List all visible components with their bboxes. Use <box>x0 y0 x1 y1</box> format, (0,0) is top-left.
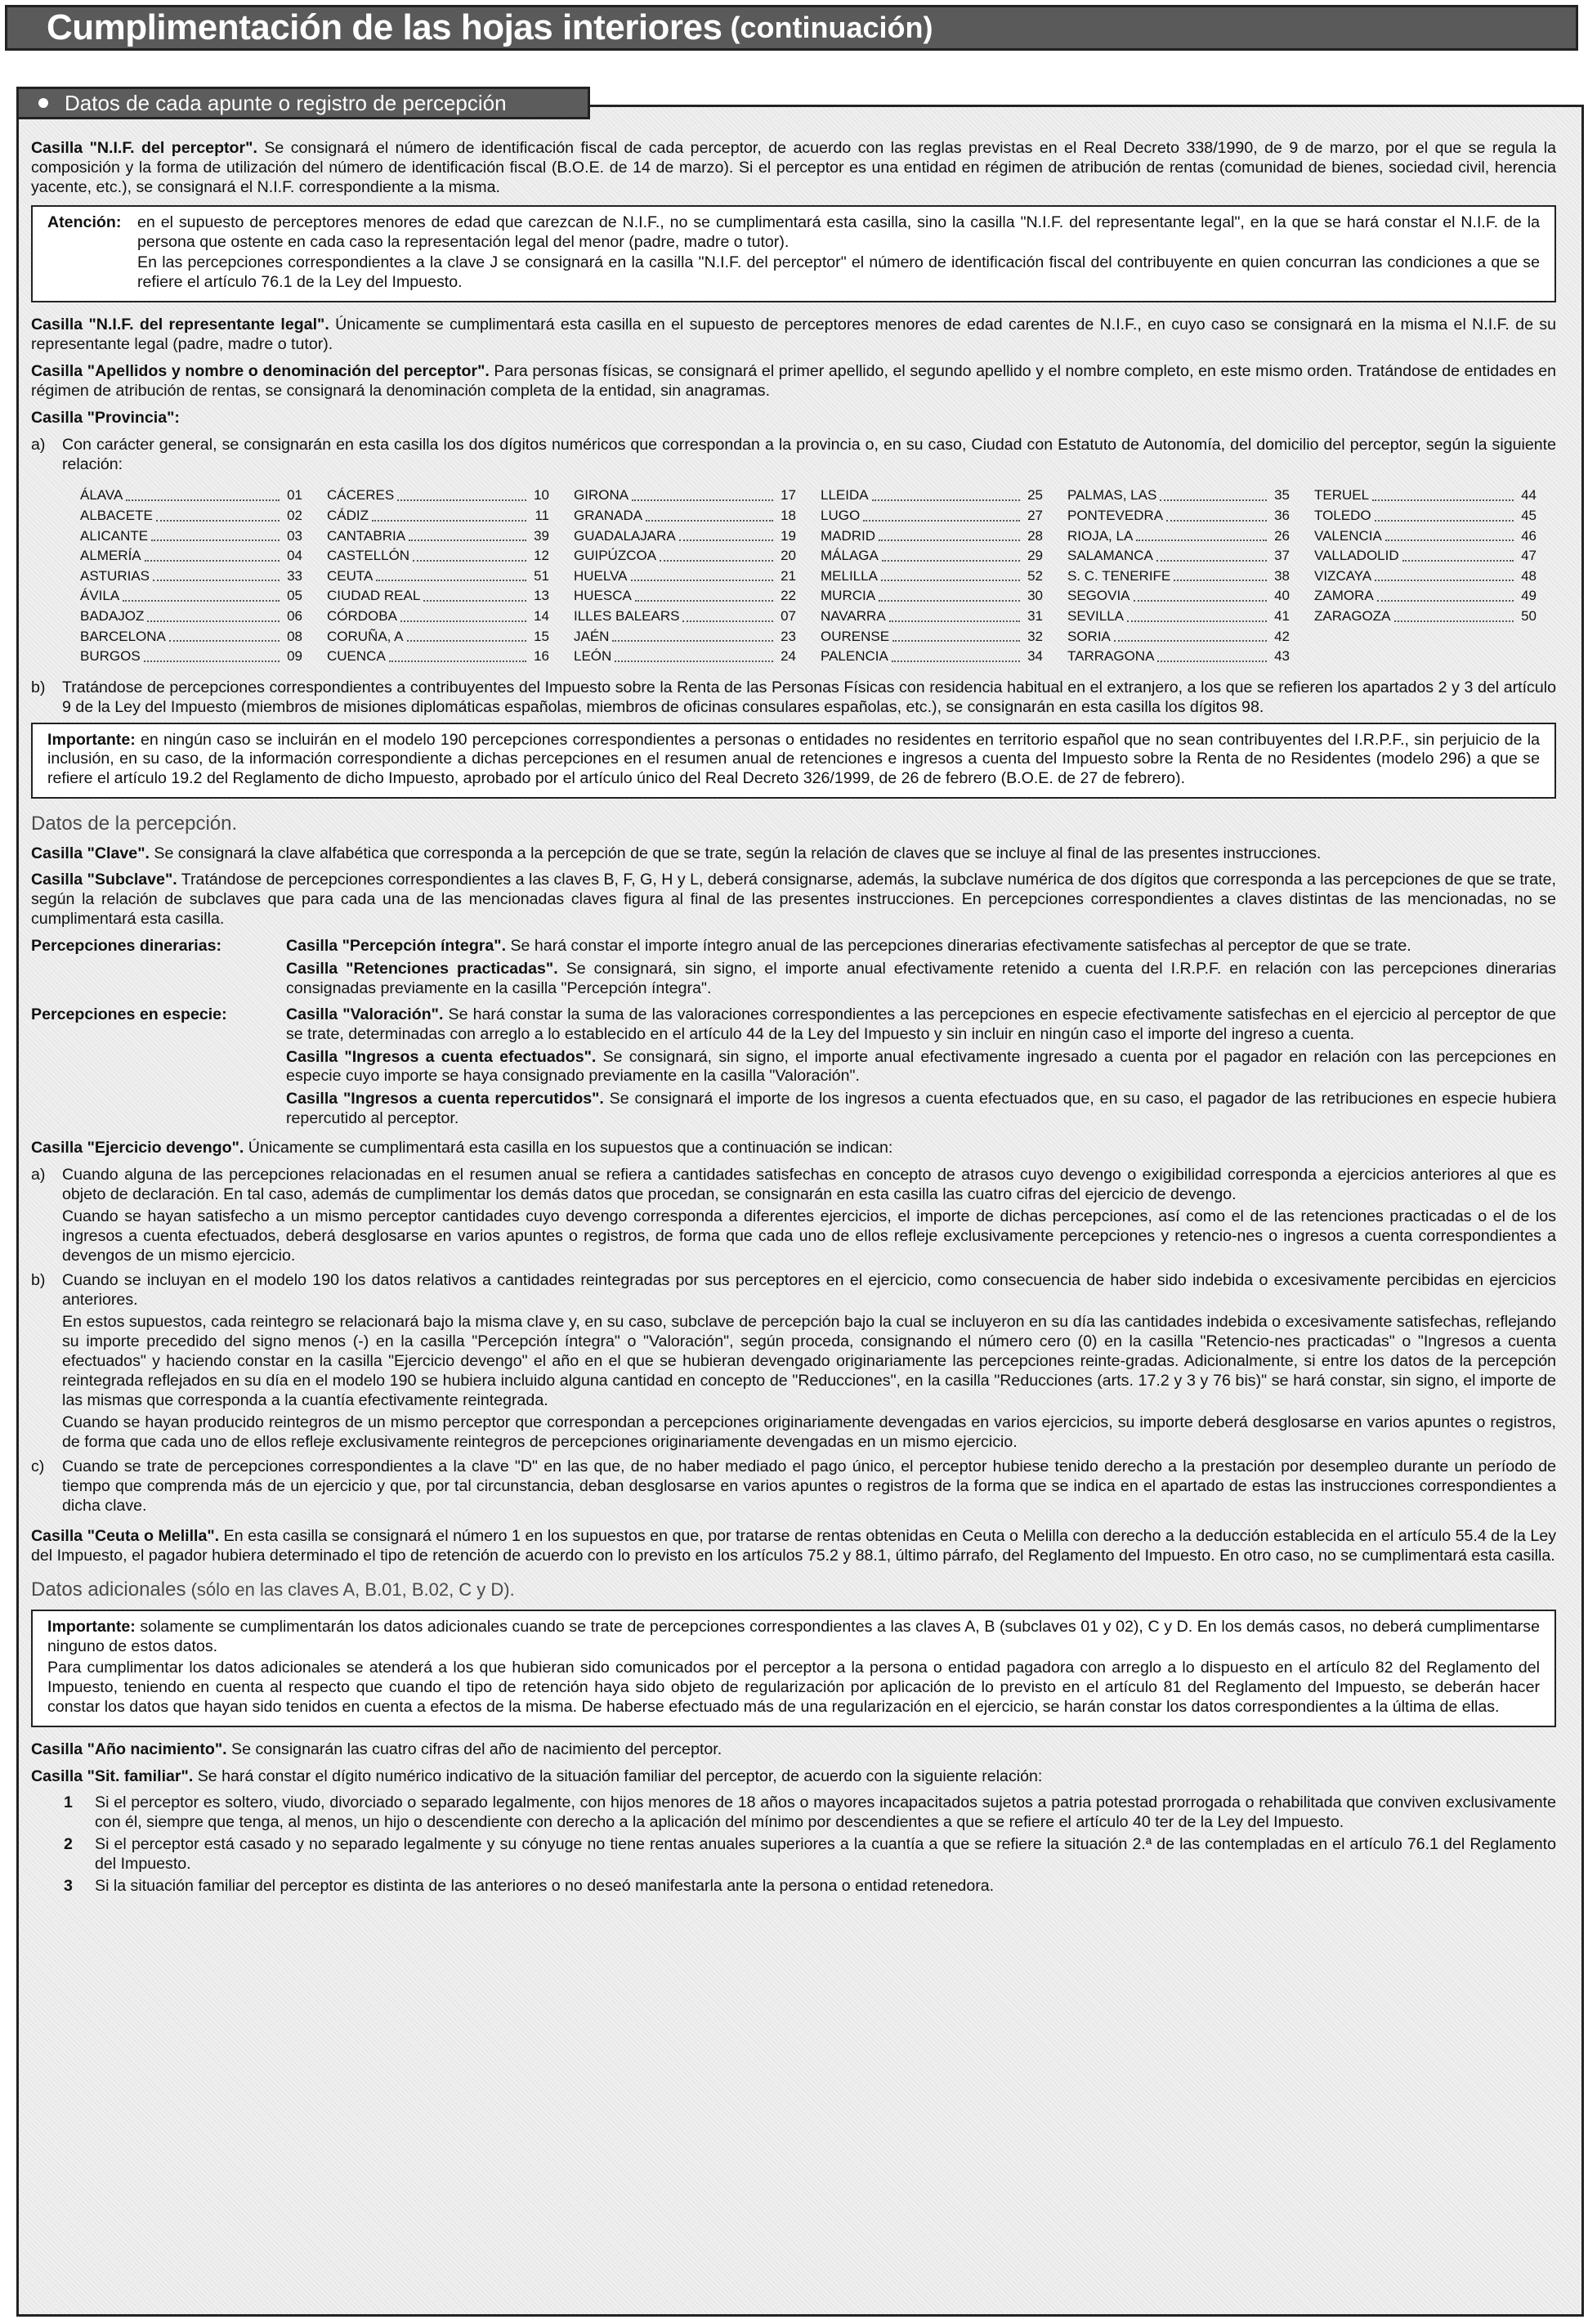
leader-dots <box>679 526 773 542</box>
province-code: 05 <box>287 588 302 604</box>
province-entry <box>574 566 796 587</box>
province-entry <box>821 566 1043 587</box>
importante-box-2: Importante: solamente se cumplimentarán los datos adicionales cuando se trate de percepciones correspondientes a las claves A, B (subclaves 01 y 02), C y D. En los demás casos, no deberá cumplimentarse ninguno de estos datos. Para cumplimentar los datos adicionales se atenderá a los que hubieran sido comunicados por el perceptor a la persona o entidad pagadora con arreglo a lo dispuesto en el artículo 82 del Reglamento del Impuesto, teniendo en cuenta al respecto que cuando el tipo de retención haya sido objeto de regularización por aplicación de lo previsto en el artículo 81 del Reglamento del Impuesto, se deberán hacer constar los datos que hayan sido tenidos en cuenta a efectos de la misma. De haberse efectuado más de una regularización en el ejercicio, se harán constar los datos correspondientes a la última de ellas. <box>31 1610 1556 1726</box>
province-entry <box>80 566 302 587</box>
province-name: VALLADOLID <box>1314 548 1399 564</box>
province-name: CÁDIZ <box>327 508 369 524</box>
province-entry <box>327 506 549 526</box>
province-entry <box>574 486 796 506</box>
province-code: 37 <box>1274 548 1290 564</box>
leader-dots <box>1372 486 1514 501</box>
province-code: 19 <box>781 527 796 544</box>
province-code: 47 <box>1521 548 1537 564</box>
province-entry <box>821 486 1043 506</box>
leader-dots <box>892 627 1020 643</box>
province-code: 01 <box>287 487 302 504</box>
leader-dots <box>881 566 1020 582</box>
province-entry <box>1067 627 1290 647</box>
clave-paragraph: Casilla "Clave". Se consignará la clave alfabética que corresponda a la percepción de que se trate, según la relación de claves que se incluye al final de las presentes instrucciones. <box>31 844 1322 862</box>
province-code: 03 <box>287 527 302 544</box>
province-code: 39 <box>534 527 549 544</box>
leader-dots <box>1136 526 1267 542</box>
province-code: 18 <box>781 508 796 524</box>
province-entry <box>574 627 796 647</box>
leader-dots <box>147 607 280 622</box>
familiar-item-2: 2 Si el perceptor está casado y no separado legalmente y su cónyuge no tiene rentas anuales superiores a la cuantía a que se refiere la situación 2.ª de las contempladas en el artículo 76.1 del Reglamento del Impuesto. <box>64 1835 1556 1874</box>
province-code: 49 <box>1521 588 1537 604</box>
province-entry <box>821 546 1043 566</box>
province-code-table <box>80 486 1556 666</box>
province-name: CEUTA <box>327 567 374 584</box>
province-code: 33 <box>287 567 302 584</box>
leader-dots <box>144 647 280 662</box>
province-entry <box>1067 607 1290 627</box>
province-entry <box>1067 526 1290 547</box>
province-name: PALMAS, LAS <box>1067 487 1157 504</box>
province-entry <box>80 506 302 526</box>
leader-dots <box>1160 486 1267 501</box>
province-code: 11 <box>535 508 549 524</box>
leader-dots <box>400 607 526 622</box>
leader-dots <box>413 546 526 562</box>
province-entry <box>80 526 302 547</box>
province-name: SALAMANCA <box>1067 548 1153 564</box>
province-code: 14 <box>534 608 549 625</box>
province-name: BARCELONA <box>80 628 166 644</box>
province-code: 27 <box>1027 508 1043 524</box>
especie-block: Percepciones en especie: Casilla "Valoración". Se hará constar la suma de las valoraciones correspondientes a las percepciones en especie efectivamente satisfechas en el ejercicio al perceptor de que se trate, determinadas con arreglo a lo establecido en el artículo 44 de la Ley del Impuesto y sin incluir en ningún caso el importe del ingreso a cuenta. Casilla "Ingresos a cuenta efectuados". Se consignará, sin signo, el importe anual efectivamente ingresado a cuenta por el pagador en relación con las percepciones en especie cuyo importe se haya consignado previamente en la casilla "Valoración". Casilla "Ingresos a cuenta repercutidos". Se consignará el importe de los ingresos a cuenta efectuados que, en su caso, el pagador de las retribuciones en especie hubiera repercutido al perceptor. <box>31 1005 1557 1128</box>
ejercicio-item-a: a) Cuando alguna de las percepciones relacionadas en el resumen anual se refiera a cantidades satisfechas en concepto de atrasos cuyo devengo o exigibilidad corresponda a ejercicios anteriores al que es objeto de declaración. En tal caso, además de cumplimentar los demás datos que procedan, se consignarán en esta casilla las cuatro cifras del ejercicio de devengo. Cuando se hayan satisfecho a un mismo perceptor cantidades cuyo devengo corresponda a diferentes ejercicios, el importe de dichas percepciones, así como el de las retenciones practicadas o el de los ingresos a cuenta efectuados, deberá desglosarse en varios apuntes o registros, de forma que cada uno de ellos refleje exclusivamente percepciones y retencio-nes o ingresos a cuenta correspondientes a devengos de un mismo ejercicio. <box>31 1166 1556 1265</box>
province-code: 46 <box>1521 527 1537 544</box>
province-name: ZAMORA <box>1314 588 1374 604</box>
province-code: 25 <box>1027 487 1043 504</box>
nif-perceptor-paragraph: Casilla "N.I.F. del perceptor". Se consignará el número de identificación fiscal de cada perceptor, de acuerdo con las reglas previstas en el Real Decreto 338/1990, de 9 de marzo, por el que se regula la composición y la forma de utilización del número de identificación fiscal (B.O.E. de 14 de marzo). Si el perceptor es una entidad en régimen de atribución de rentas (comunidad de bienes, sociedad civil, herencia yacente, etc.), se consignará el N.I.F. correspondiente a la misma. <box>31 139 1556 196</box>
province-code: 20 <box>781 548 796 564</box>
provincia-item-a: a) Con carácter general, se consignarán en esta casilla los dos dígitos numéricos que correspondan a la provincia o, en su caso, Ciudad con Estatuto de Autonomía, del domicilio del perceptor, según la siguiente relación: <box>31 435 1556 473</box>
province-name: S. C. TENERIFE <box>1067 567 1171 584</box>
province-entry <box>80 627 302 647</box>
province-code: 24 <box>781 648 796 665</box>
province-name: VIZCAYA <box>1314 567 1372 584</box>
province-entry <box>1067 506 1290 526</box>
province-name: CASTELLÓN <box>327 548 410 564</box>
province-code: 48 <box>1521 567 1537 584</box>
province-entry <box>327 566 549 587</box>
familiar-paragraph: Casilla "Sit. familiar". Se hará constar el dígito numérico indicativo de la situación familiar del perceptor, de acuerdo con la siguiente relación: <box>31 1767 1043 1785</box>
leader-dots <box>635 586 773 602</box>
province-name: BURGOS <box>80 648 141 665</box>
leader-dots <box>389 647 526 662</box>
province-code: 50 <box>1521 608 1537 625</box>
atencion-text-2: En las percepciones correspondientes a la clave J se consignará en la casilla "N.I.F. del perceptor" el número de identificación fiscal del contribuyente en quien concurran las condiciones a que se refiere el artículo 76.1 de la Ley del Impuesto. <box>137 253 1540 292</box>
province-code: 12 <box>534 548 549 564</box>
ejercicio-item-c: c) Cuando se trate de percepciones correspondientes a la clave "D" en las que, de no haber mediado el pago único, el perceptor hubiese tenido derecho a la prestación por desempleo durante un período de tiempo que comprenda más de un ejercicio y que, por tal circunstancia, deban desglosarse en varios apuntes o registros de la forma que se indica en el apartado de estas las instrucciones correspondientes a dicha clave. <box>31 1458 1556 1516</box>
province-name: LUGO <box>821 508 861 524</box>
province-name: GUIPÚZCOA <box>574 548 657 564</box>
province-entry <box>80 647 302 667</box>
province-code: 13 <box>534 588 549 604</box>
province-name: RIOJA, LA <box>1067 527 1134 544</box>
province-code: 41 <box>1274 608 1290 625</box>
province-name: ÁLAVA <box>80 487 123 504</box>
leader-dots <box>889 607 1020 622</box>
province-code: 17 <box>781 487 796 504</box>
atencion-label: Atención: <box>47 213 122 231</box>
province-entry <box>80 486 302 506</box>
leader-dots <box>1114 627 1267 643</box>
province-name: HUELVA <box>574 567 628 584</box>
province-code: 29 <box>1027 548 1043 564</box>
leader-dots <box>1394 607 1514 622</box>
province-entry <box>1067 486 1290 506</box>
leader-dots <box>615 647 773 662</box>
province-code: 36 <box>1274 508 1290 524</box>
bullet-icon <box>38 98 48 108</box>
province-name: CÓRDOBA <box>327 608 397 625</box>
ejercicio-item-b: b) Cuando se incluyan en el modelo 190 los datos relativos a cantidades reintegradas por sus perceptores en el ejercicio, como consecuencia de haber sido indebida o excesivamente percibidas en ejercicios anteriores. En estos supuestos, cada reintegro se relacionará bajo la misma clave y, en su caso, subclave de percepción bajo la cual se incluyeron en su día las cantidades indebida o excesivamente satisfechas, reflejando su importe precedido del signo menos (-) en la casilla "Percepción íntegra" o "Valoración", según proceda, consignando el número cero (0) en la casilla "Retencio-nes practicadas" o "Ingresos a cuenta efectuados" y haciendo constar en la casilla "Ejercicio devengo" el año en el que se hubieran devengado originariamente las percepciones reinte-gradas. Adicionalmente, si entre los datos de la percepción reintegrada reflejados en su día en el modelo 190 se hubiera incluido alguna cantidad en concepto de "Reducciones", en la casilla "Reducciones (arts. 17.2 y 3 y 76 bis)" se hará constar, sin signo, el importe de las mismas que corresponda a la cuantía efectivamente reintegrada. Cuando se hayan producido reintegros de un mismo perceptor que correspondan a percepciones originariamente devengadas en varios ejercicios, su importe deberá desglosarse en varios apuntes o registros, de forma que cada uno de ellos refleje exclusivamente reintegros de percepciones originariamente devengadas en un mismo ejercicio. <box>31 1271 1556 1451</box>
leader-dots <box>872 486 1020 501</box>
section-title: Datos de cada apunte o registro de percepción <box>65 90 507 115</box>
province-name: MURCIA <box>821 588 876 604</box>
leader-dots <box>145 546 280 562</box>
page-title: Cumplimentación de las hojas interiores <box>47 7 722 47</box>
leader-dots <box>153 566 280 582</box>
leader-dots <box>1375 506 1514 522</box>
province-code: 35 <box>1274 487 1290 504</box>
province-name: MADRID <box>821 527 876 544</box>
province-name: TERUEL <box>1314 487 1370 504</box>
province-name: PONTEVEDRA <box>1067 508 1164 524</box>
page-header <box>5 5 1578 51</box>
leader-dots <box>156 506 280 522</box>
leader-dots <box>863 506 1020 522</box>
province-entry <box>327 486 549 506</box>
province-entry <box>1067 566 1290 587</box>
province-name: ALMERÍA <box>80 548 141 564</box>
datos-percepcion-heading: Datos de la percepción. <box>31 813 238 835</box>
province-entry <box>574 586 796 607</box>
province-entry <box>327 586 549 607</box>
province-entry <box>574 647 796 667</box>
province-entry <box>821 586 1043 607</box>
province-entry <box>821 647 1043 667</box>
importante-box-1: Importante: en ningún caso se incluirán en el modelo 190 percepciones correspondientes a personas o entidades no residentes en territorio español que no sean contribuyentes del I.R.P.F., sin perjuicio de la inclusión, en su caso, de la información correspondiente a dichas percepciones en el resumen anual de retenciones e ingresos a cuenta del Impuesto sobre la Renta de no Residentes (modelo 296) a que se refiere el artículo 19.2 del Reglamento de dicho Impuesto, aprobado por el artículo único del Real Decreto 326/1999, de 26 de febrero (B.O.E. de 27 de febrero). <box>31 723 1556 799</box>
province-code: 52 <box>1027 567 1043 584</box>
leader-dots <box>1385 526 1514 542</box>
province-name: SEGOVIA <box>1067 588 1130 604</box>
province-code: 26 <box>1274 527 1290 544</box>
province-code: 31 <box>1027 608 1043 625</box>
province-name: HUESCA <box>574 588 632 604</box>
province-entry <box>1314 486 1537 506</box>
province-code: 45 <box>1521 508 1537 524</box>
leader-dots <box>423 586 526 602</box>
leader-dots <box>1157 647 1267 662</box>
leader-dots <box>612 627 773 643</box>
leader-dots <box>879 586 1020 602</box>
familiar-item-1: 1 Si el perceptor es soltero, viudo, divorciado o separado legalmente, con hijos menores de 18 años o mayores incapacitados sujetos a patria potestad prorrogada o rehabilitada que conviven exclusivamente con él, siempre que tenga, al menos, un hijo o descendiente con derecho a la aplicación del mínimo por descendientes a que se refiere el artículo 40 ter de la Ley del Impuesto. <box>64 1793 1556 1832</box>
province-code: 08 <box>287 628 302 644</box>
province-entry <box>574 506 796 526</box>
leader-dots <box>407 627 526 643</box>
province-name: BADAJOZ <box>80 608 145 625</box>
province-entry <box>1067 647 1290 667</box>
province-name: SORIA <box>1067 628 1111 644</box>
province-name: MÁLAGA <box>821 548 879 564</box>
atencion-box <box>31 205 1556 303</box>
leader-dots <box>682 607 773 622</box>
province-entry <box>327 647 549 667</box>
province-code: 09 <box>287 648 302 665</box>
leader-dots <box>376 566 526 582</box>
province-name: LEÓN <box>574 648 612 665</box>
leader-dots <box>1377 586 1514 602</box>
province-name: CIUDAD REAL <box>327 588 421 604</box>
province-name: NAVARRA <box>821 608 886 625</box>
leader-dots <box>151 526 280 542</box>
province-name: PALENCIA <box>821 648 888 665</box>
subclave-paragraph: Casilla "Subclave". Tratándose de percepciones correspondientes a las claves B, F, G, H y L, deberá consignarse, además, la subclave numérica de dos dígitos que corresponda a las percepciones de que se trate, según la relación de subclaves que para cada una de las mencionadas claves figura al final de las presentes instrucciones. En percepciones correspondientes a claves distintas de las mencionadas, no se cumplimentará esta casilla. <box>31 871 1556 929</box>
province-code: 40 <box>1274 588 1290 604</box>
leader-dots <box>123 586 280 602</box>
provincia-item-b: b) Tratándose de percepciones correspondientes a contribuyentes del Impuesto sobre la Renta de las Personas Físicas con residencia habitual en el extranjero, a los que se refieren los apartados 2 y 3 del artículo 9 de la Ley del Impuesto (miembros de misiones diplomáticas españolas, miembros de oficinas consulares españolas, etc.), se consignarán en esta casilla los dígitos 98. <box>31 678 1556 716</box>
province-code: 34 <box>1027 648 1043 665</box>
province-code: 42 <box>1274 628 1290 644</box>
apellidos-paragraph: Casilla "Apellidos y nombre o denominación del perceptor". Para personas físicas, se consignará el primer apellido, el segundo apellido y el nombre completo, en este mismo orden. Tratándose de entidades en régimen de atribución de rentas, se consignará la denominación completa de la entidad, sin anagramas. <box>31 362 1557 400</box>
province-entry <box>821 627 1043 647</box>
familiar-item-3: 3 Si la situación familiar del perceptor es distinta de las anteriores o no deseó manifestarla ante la persona o entidad retenedora. <box>64 1876 995 1895</box>
empty-cell <box>1314 627 1561 647</box>
province-entry <box>327 526 549 547</box>
page-subtitle: (continuación) <box>730 11 933 44</box>
leader-dots <box>409 526 526 542</box>
province-name: SEVILLA <box>1067 608 1124 625</box>
province-code: 21 <box>781 567 796 584</box>
leader-dots <box>646 506 773 522</box>
ejercicio-paragraph: Casilla "Ejercicio devengo". Únicamente se cumplimentará esta casilla en los supuestos que a continuación se indican: <box>31 1139 893 1158</box>
province-name: CÁCERES <box>327 487 395 504</box>
province-entry <box>574 526 796 547</box>
province-entry <box>821 607 1043 627</box>
province-code: 51 <box>534 567 549 584</box>
province-name: ASTURIAS <box>80 567 150 584</box>
leader-dots <box>1156 546 1267 562</box>
province-name: ZARAGOZA <box>1314 608 1391 625</box>
province-code: 06 <box>287 608 302 625</box>
leader-dots <box>660 546 773 562</box>
province-name: GUADALAJARA <box>574 527 676 544</box>
province-entry <box>1314 526 1537 547</box>
province-name: CANTABRIA <box>327 527 406 544</box>
province-entry <box>574 607 796 627</box>
ceuta-paragraph: Casilla "Ceuta o Melilla". En esta casilla se consignará el número 1 en los supuestos en que, por tratarse de rentas obtenidas en Ceuta o Melilla con derecho a la deducción establecida en el artículo 55.4 de la Ley del Impuesto, el pagador hubiera determinado el tipo de retención de acuerdo con lo previsto en los artículos 75.2 y 88.1, último párrafo, del Reglamento del Impuesto. En otro caso, no se cumplimentará esta casilla. <box>31 1527 1557 1565</box>
province-entry <box>1314 566 1537 587</box>
section-tab <box>16 87 590 119</box>
province-entry <box>80 586 302 607</box>
province-entry <box>574 546 796 566</box>
province-code: 16 <box>534 648 549 665</box>
province-code: 30 <box>1027 588 1043 604</box>
leader-dots <box>397 486 526 501</box>
province-name: TOLEDO <box>1314 508 1371 524</box>
leader-dots <box>882 546 1020 562</box>
province-name: LLEIDA <box>821 487 869 504</box>
province-code: 38 <box>1274 567 1290 584</box>
section-content <box>31 139 1556 1899</box>
province-entry <box>1067 586 1290 607</box>
leader-dots <box>126 486 280 501</box>
province-code: 43 <box>1274 648 1290 665</box>
province-code: 15 <box>534 628 549 644</box>
province-entry <box>1067 546 1290 566</box>
leader-dots <box>1375 566 1514 582</box>
province-name: ILLES BALEARS <box>574 608 680 625</box>
leader-dots <box>631 566 773 582</box>
province-entry <box>1314 546 1537 566</box>
leader-dots <box>892 647 1020 662</box>
provincia-heading: Casilla "Provincia": <box>31 408 180 427</box>
leader-dots <box>1166 506 1267 522</box>
nif-representante-paragraph: Casilla "N.I.F. del representante legal". Únicamente se cumplimentará esta casilla en el supuesto de perceptores menores de edad carentes de N.I.F., en cuyo caso se consignará en la misma el N.I.F. de su representante legal (padre, madre o tutor). <box>31 316 1556 354</box>
leader-dots <box>1134 586 1267 602</box>
datos-adicionales-heading: Datos adicionales (sólo en las claves A, B.01, B.02, C y D). <box>31 1578 515 1601</box>
dinerarias-block: Percepciones dinerarias: Casilla "Percepción íntegra". Se hará constar el importe íntegro anual de las percepciones dinerarias efectivamente satisfechas al perceptor de que se trate. Casilla "Retenciones practicadas". Se consignará, sin signo, el importe anual efectivamente retenido a cuenta del I.R.P.F. en relación con las percepciones dinerarias consignadas previamente en la casilla "Percepción íntegra". <box>31 937 1557 997</box>
province-name: VALENCIA <box>1314 527 1382 544</box>
province-code: 23 <box>781 628 796 644</box>
empty-cell <box>1314 647 1561 667</box>
atencion-text-1: en el supuesto de perceptores menores de edad que carezcan de N.I.F., no se cumplimentará esta casilla, sino la casilla "N.I.F. del representante legal", en la que se hará constar el N.I.F. de la persona que ostente en cada caso la representación legal del menor (padre, madre o tutor). <box>137 213 1540 251</box>
leader-dots <box>879 526 1020 542</box>
leader-dots <box>632 486 773 501</box>
province-name: MELILLA <box>821 567 878 584</box>
province-code: 10 <box>534 487 549 504</box>
leader-dots <box>372 506 526 522</box>
province-name: OURENSE <box>821 628 890 644</box>
province-name: TARRAGONA <box>1067 648 1155 665</box>
province-code: 07 <box>781 608 796 625</box>
province-entry <box>327 607 549 627</box>
province-entry <box>1314 586 1537 607</box>
leader-dots <box>169 627 280 643</box>
province-entry <box>821 526 1043 547</box>
province-code: 02 <box>287 508 302 524</box>
province-entry <box>80 607 302 627</box>
province-name: CORUÑA, A <box>327 628 404 644</box>
province-entry <box>1314 506 1537 526</box>
province-code: 44 <box>1521 487 1537 504</box>
province-name: ALICANTE <box>80 527 149 544</box>
leader-dots <box>1127 607 1267 622</box>
province-entry <box>80 546 302 566</box>
province-name: CUENCA <box>327 648 386 665</box>
leader-dots <box>1174 566 1267 582</box>
province-name: JAÉN <box>574 628 610 644</box>
province-code: 04 <box>287 548 302 564</box>
province-code: 32 <box>1027 628 1043 644</box>
province-name: GIRONA <box>574 487 629 504</box>
province-name: ALBACETE <box>80 508 153 524</box>
province-entry <box>1314 607 1537 627</box>
province-code: 22 <box>781 588 796 604</box>
province-entry <box>327 627 549 647</box>
province-name: ÁVILA <box>80 588 120 604</box>
province-entry <box>327 546 549 566</box>
nacimiento-paragraph: Casilla "Año nacimiento". Se consignarán las cuatro cifras del año de nacimiento del perceptor. <box>31 1740 722 1758</box>
leader-dots <box>1402 546 1514 562</box>
province-code: 28 <box>1027 527 1043 544</box>
province-entry <box>821 506 1043 526</box>
province-name: GRANADA <box>574 508 643 524</box>
